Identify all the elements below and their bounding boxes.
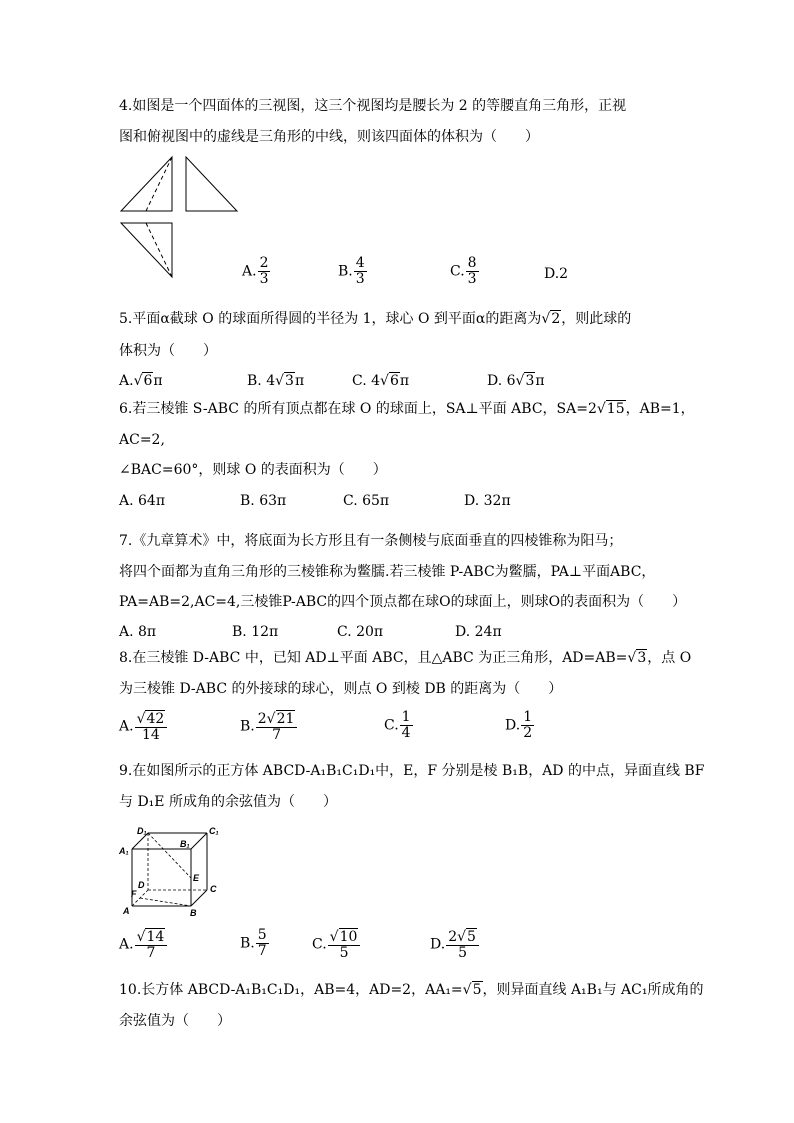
q5-option-d: D. 6√3π [487, 373, 545, 389]
q4-option-d: D.2 [544, 266, 569, 282]
q5-option-c: C. 4√6π [352, 373, 410, 389]
q4-option-a: A. $\frac{2}{3}$ [242, 255, 269, 287]
label-D1: D₁ [137, 826, 147, 836]
q4-option-c: C. $\frac{8}{3}$ [450, 255, 477, 287]
q10-line1: 10.长方体 ABCD-A₁B₁C₁D₁，AB=4，AD=2，AA₁=√5，则异面直线 A₁B₁与 AC₁所成角的 [119, 982, 704, 998]
q8-option-b: B. $\frac{2√21}{7}$ [240, 710, 298, 743]
front-view [121, 157, 172, 211]
q8-option-a: A. $\frac{√42}{14}$ [119, 710, 168, 743]
label-C: C [210, 884, 217, 894]
side-view [186, 157, 237, 211]
label-D: D [138, 880, 145, 890]
q6-option-d: D. 32π [464, 493, 511, 509]
q8-option-c: C. $\frac{1}{4}$ [384, 709, 411, 741]
q9-option-b: B. $\frac{5}{7}$ [240, 927, 267, 959]
q7-line3: PA=AB=2,AC=4,三棱锥P-ABC的四个顶点都在球O的球面上，则球O的表面积为（ ） [119, 594, 687, 610]
q4-line2: 图和俯视图中的虚线是三角形的中线，则该四面体的体积为（ ） [119, 129, 539, 145]
q6-option-c: C. 65π [343, 493, 390, 509]
q10-line2: 余弦值为（ ） [119, 1013, 231, 1029]
q6-option-b: B. 63π [240, 493, 287, 509]
q6-line2: AC=2, [119, 432, 165, 448]
q4-three-views-figure [118, 155, 243, 280]
q5-line2: 体积为（ ） [119, 343, 217, 359]
label-A: A [123, 906, 130, 916]
q9-cube-figure [116, 824, 228, 919]
q7-line2: 将四个面都为直角三角形的三棱锥称为鳖臑.若三棱锥 P-ABC为鳖臑，PA⊥平面ABC， [119, 564, 656, 580]
q8-line1: 8.在三棱锥 D-ABC 中，已知 AD⊥平面 ABC，且△ABC 为正三角形，AD=AB=√3，点 O [119, 650, 692, 666]
q6-line1: 6.若三棱锥 S-ABC 的所有顶点都在球 O 的球面上，SA⊥平面 ABC，SA=2√15，AB=1， [119, 401, 695, 417]
q9-option-d: D. $\frac{2√5}{5}$ [430, 928, 480, 961]
q5-option-a: A.√6π [119, 373, 163, 389]
label-A1: A₁ [119, 846, 129, 856]
label-E: E [193, 873, 200, 883]
q5-line1: 5.平面α截球 O 的球面所得圆的半径为 1，球心 O 到平面α的距离为√2，则此球的 [119, 311, 632, 327]
q9-line1: 9.在如图所示的正方体 ABCD-A₁B₁C₁D₁中，E，F 分别是棱 B₁B，AD 的中点，异面直线 BF [119, 763, 705, 779]
q9-option-c: C. $\frac{√10}{5}$ [312, 928, 361, 961]
label-F: F [131, 889, 137, 899]
q5-option-b: B. 4√3π [247, 373, 305, 389]
label-B: B [190, 908, 197, 918]
q8-option-d: D. $\frac{1}{2}$ [505, 709, 533, 741]
q4-line1: 4.如图是一个四面体的三视图，这三个视图均是腰长为 2 的等腰直角三角形，正视 [119, 98, 627, 114]
label-B1: B₁ [180, 839, 190, 849]
q7-option-c: C. 20π [337, 624, 384, 640]
q9-line2: 与 D₁E 所成角的余弦值为（ ） [119, 794, 337, 810]
q4-option-b: B. $\frac{4}{3}$ [338, 255, 365, 287]
q7-line1: 7.《九章算术》中，将底面为长方形且有一条侧棱与底面垂直的四棱锥称为阳马； [119, 533, 623, 549]
top-view [121, 223, 172, 277]
q9-option-a: A. $\frac{√14}{7}$ [119, 928, 168, 961]
label-C1: C₁ [209, 826, 219, 836]
q7-option-a: A. 8π [119, 624, 157, 640]
q6-line3: ∠BAC=60°，则球 O 的表面积为（ ） [119, 462, 387, 478]
q7-option-b: B. 12π [232, 624, 279, 640]
q8-line2: 为三棱锥 D-ABC 的外接球的球心，则点 O 到棱 DB 的距离为（ ） [119, 681, 563, 697]
q6-option-a: A. 64π [119, 493, 166, 509]
q7-option-d: D. 24π [455, 624, 502, 640]
